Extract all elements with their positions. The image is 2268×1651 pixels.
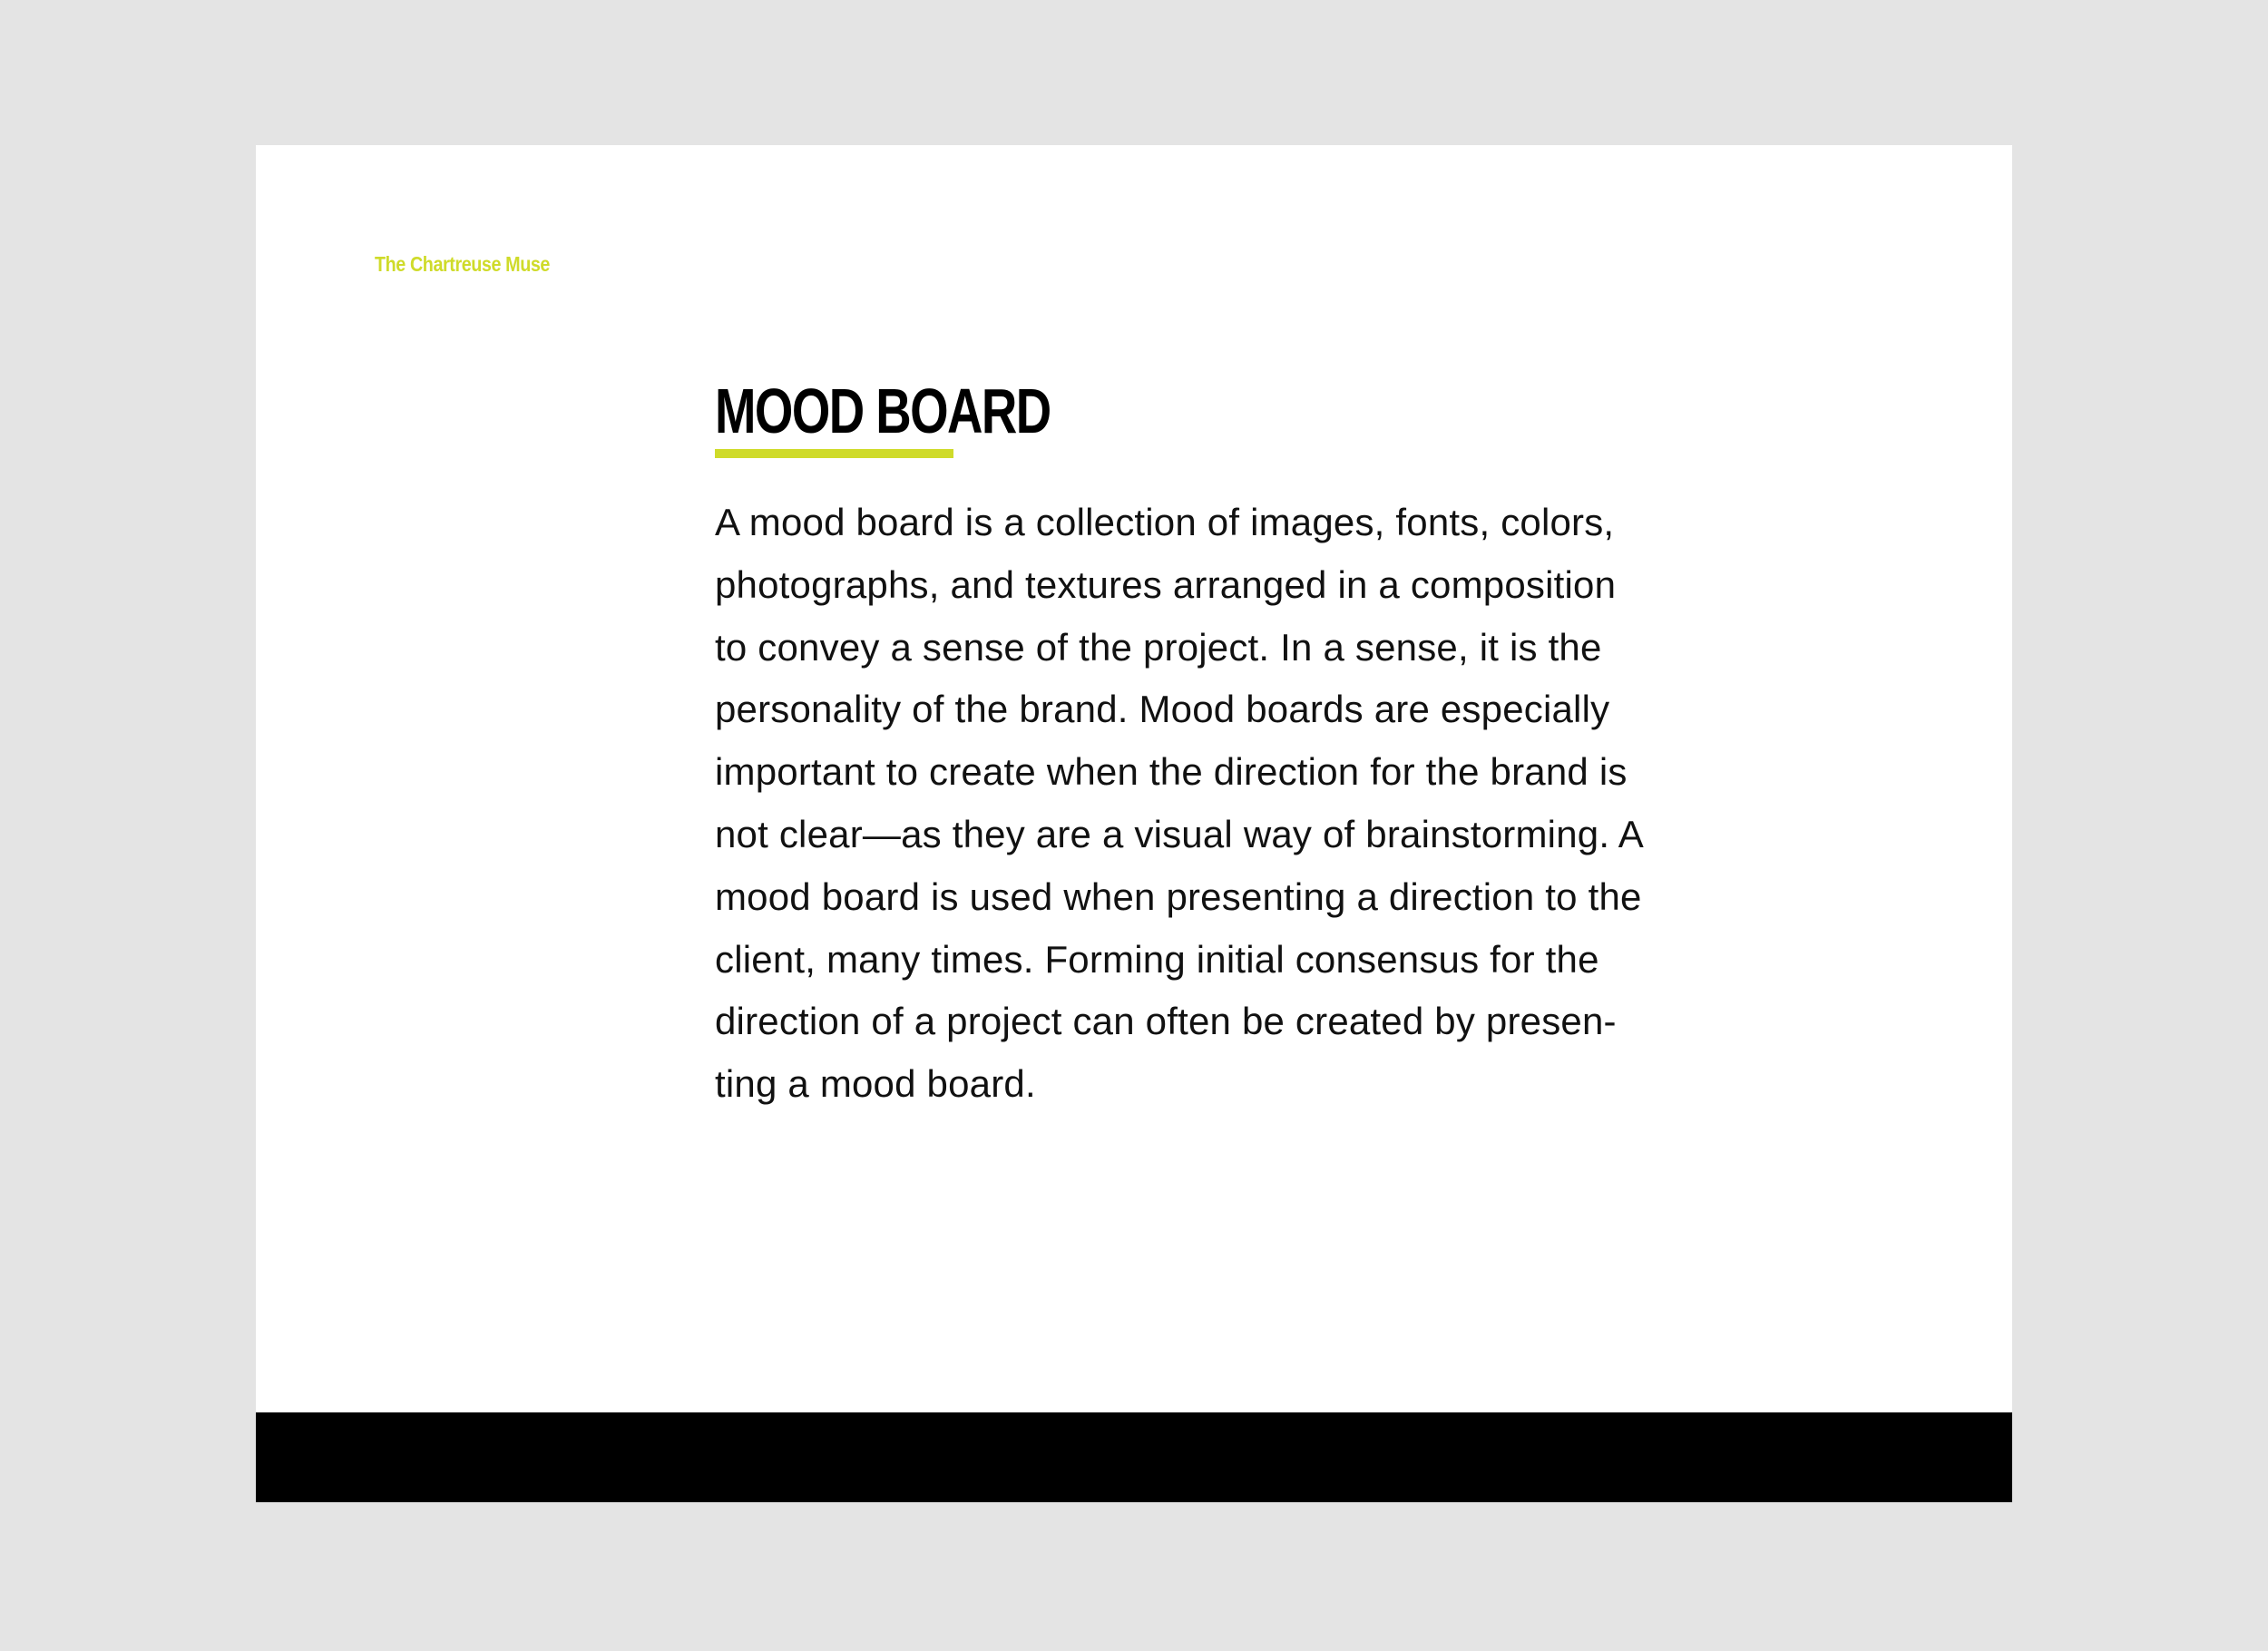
body-line: not clear—as they are a visual way of brainstorming. A (715, 812, 1644, 855)
body-line: A mood board is a collection of images, fonts, colors, (715, 501, 1615, 543)
title-underline (715, 449, 953, 458)
body-line: important to create when the direction for the brand is (715, 750, 1628, 794)
brand-name: The Chartreuse Muse (375, 252, 550, 276)
document-page (256, 145, 2012, 1502)
body-line: photographs, and textures arranged in a composition (715, 562, 1617, 606)
footer-bar (256, 1412, 2012, 1502)
body-paragraph (715, 492, 1731, 1116)
body-line: client, many times. Forming initial consensus for the (715, 937, 1599, 981)
heading-wrap (715, 376, 1145, 446)
body-line: direction of a project can often be created by presen- (715, 1000, 1617, 1043)
body-line: ting a mood board. (715, 1062, 1036, 1106)
body-line: personality of the brand. Mood boards are especially (715, 688, 1610, 731)
body-line: to convey a sense of the project. In a sense, it is the (715, 625, 1602, 669)
section-title: MOOD BOARD (715, 376, 1051, 446)
body-line: mood board is used when presenting a direction to the (715, 874, 1642, 918)
